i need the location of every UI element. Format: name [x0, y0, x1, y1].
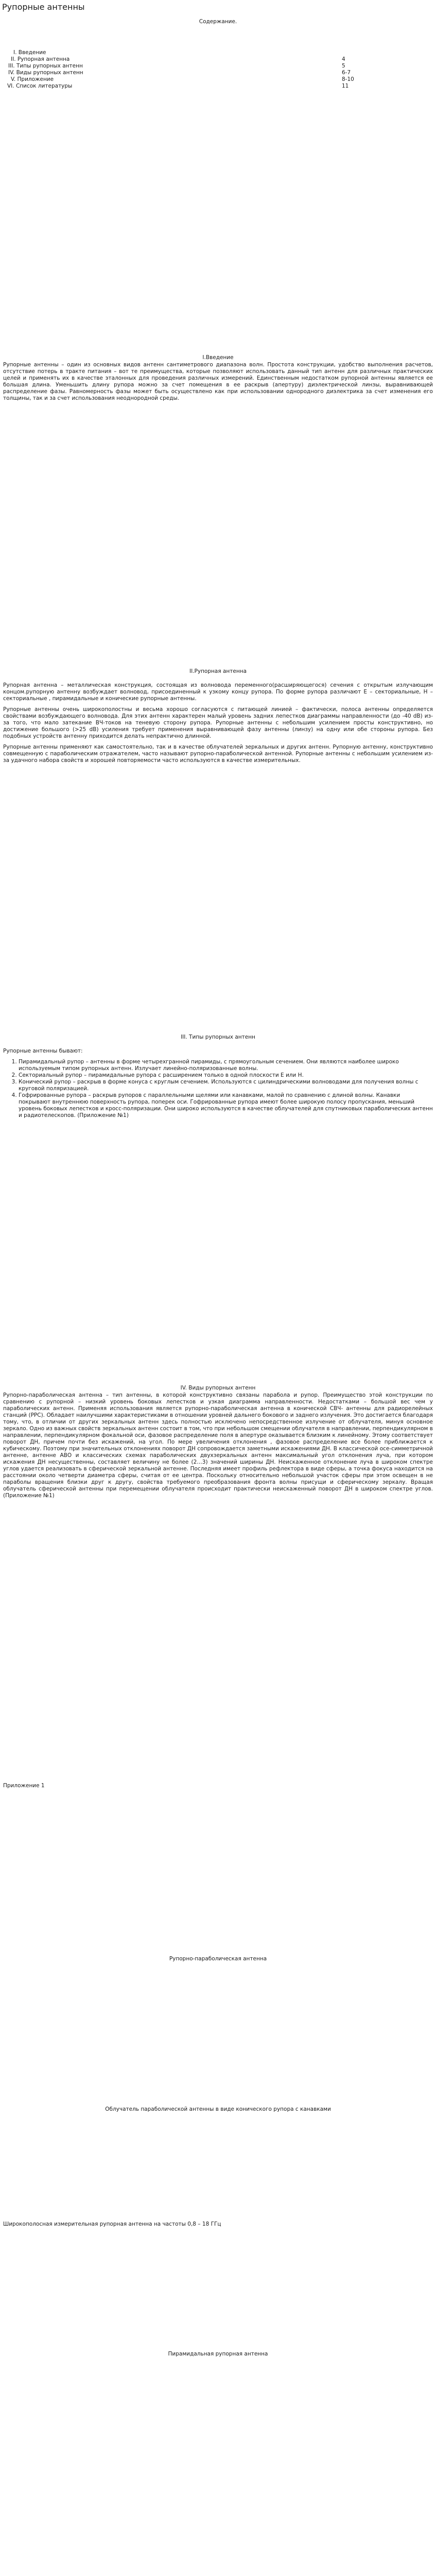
horn-paragraph: Рупорные антенны очень широкополостны и весьма хорошо согласуются с питающей линией – фактически, полоса антенны определяется свойствами возбуждающего волновода. Для этих антенн характерен малый уровень задних лепестков диаграммы направленности (до -40 dB) из-за того, что мало затекание ВЧ-токов на теневую сторону рупора. Рупорные антенны с небольшим усилением просты конструктивно, но достижение большого (>25 dB) усиления требует применения выравнивающей фазу антенны (линзу) на одну или обе стороны рупора. Без подобных устройств антенну приходится делать непрактично длинной. — [3, 706, 433, 739]
list-item: 4. Гофрированные рупора – раскрыв рупоров с параллельными щелями или канавками, малой по сравнению с длиной волны. Канавки покрывают внутреннюю поверхность рупора, поперек оси. Гофрированные рупора имеют более широкую полосу пропускания, меньший уровень боковых лепестков и кросс-поляризации. Они широко используются в качестве облучателей для спутниковых параболических антенн и радиотелескопов. (Приложение №1) — [19, 1092, 433, 1119]
list-item: 3. Конический рупор – раскрыв в форме конуса с круглым сечением. Используются с цилиндрическими волноводами для получения волны с круговой поляризацией. — [19, 1079, 433, 1092]
horn-paragraph: Рупорные антенны применяют как самостоятельно, так и в качестве облучателей зеркальных и других антенн. Рупорную антенну, конструктивно совмещенную с параболическим отражателем, часто называют рупорно-параболической антенной. Рупорные антенны с небольшим усилением из-за удачного набора свойств и хорошей повторяемости часто используются в качестве измерительных. — [3, 744, 433, 764]
intro-section — [3, 362, 433, 402]
appendix-caption: Облучатель параболической антенны в виде конического рупора с канавками — [105, 2106, 331, 2112]
kinds-paragraph: Рупорно-параболическая антенна – тип антенны, в которой конструктивно связаны парабола и рупор. Преимущество этой конструкции по сравнению с рупорной – низкий уровень боковых лепестков и узкая диаграмма направленности. Недостатками – большой вес чем у параболических антенн. Применяя использования является рупорно-параболическая антенна в конической СВЧ- антенны для радиорелейных станций (РРС). Обладает наилучшими характеристиками в отношении уровней дальнего бокового и заднего излучения. Это достигается благодаря тому, что, в отличии от других зеркальных антенн здесь полностью исключено непосредственное излучение от облучателя, минуя основное зеркало. Одно из важных свойств зеркальных антенн состоит в том, что при небольшом смещении облучателя в направлении, перпендикулярном в направлении, перпендикулярном фокальной оси, фазовое распределение поля в апертуре оказывается близким к линейному. Этому соответствует поворот ДН, причем почти без искажений, на угол. По мере увеличения отклонения , фазовое распределение все более приближается к кубическому. Поэтому при значительных отклонениях поворот ДН сопровождается заметными искажениями ДН. В классической осе-симметричной антенне, антенне АВО и классических схемах параболических двухзеркальных антенн максимальный угол отклонения луча, при котором искажения ДН несущественны, составляет величину не более (2…3) значений ширины ДН. Неискаженное отклонение луча в широком спектре углов удается реализовать в сферической зеркальной антенне. Последняя имеет профиль рефлектора в виде сферы, а точка фокуса находится на расстоянии около четверти диаметра сферы, считая от ее центра. Поскольку относительно небольшой участок сферы при этом освещен в не параболы вращения близки друг к другу, свойства требуемого преобразования фронта волны присущи и сферическому зеркалу. Вращая облучатель сферической антенны при перемещении облучателя происходит практически неискаженный поворот ДН в широком спектре углов. (Приложение №1) — [3, 1392, 433, 1499]
table-of-contents — [3, 49, 394, 90]
appendix-caption: Рупорно-параболическая антенна — [169, 1956, 267, 1962]
horn-section — [3, 682, 433, 764]
document-title: Рупорные антенны — [2, 2, 85, 12]
toc-row — [3, 83, 394, 90]
toc-row-page — [342, 49, 393, 56]
appendix-caption: Широкополосная измерительная рупорная антенна на частоты 0,8 – 18 ГГц — [3, 2221, 221, 2227]
toc-heading: Содержание. — [199, 19, 237, 25]
intro-heading: I.Введение — [202, 354, 234, 361]
horn-heading: II.Рупорная антенна — [189, 668, 247, 674]
types-intro: Рупорные антенны бывают: — [3, 1048, 83, 1054]
toc-row — [3, 49, 394, 56]
toc-row-label: V. Приложение — [11, 76, 54, 82]
types-section — [3, 1048, 433, 1119]
toc-row-label: I. Введение — [13, 49, 46, 56]
toc-row-page: 5 — [342, 63, 345, 69]
appendix-heading: Приложение 1 — [3, 1783, 45, 1789]
toc-row — [3, 56, 394, 63]
list-item: 1. Пирамидальный рупор – антенны в форме четырехгранной пирамиды, с прямоугольным сечением. Они являются наиболее широко используемым типом рупорных антенн. Излучает линейно-поляризованные волны. — [19, 1059, 433, 1072]
intro-paragraph: Рупорные антенны – один из основных видов антенн сантиметрового диапазона волн. Простота конструкции, удобство выполнения расчетов, отсутствие потерь в тракте питания – вот те преимущества, которые позволяют использовать данный тип антенн для различных практических целей и применять их в качестве эталонных для проведения различных измерений. Единственным недостатком рупорной антенны является ее большая длина. Уменьшить длину рупора можно за счет помещения в ее раскрыв (апертуру) диэлектрической линзы, выравнивающей распределение фазы. Равномерность фазы может быть осуществлено как при использовании однородного диэлектрика за счет изменения его толщины, так и за счет использования неоднородной среды. — [3, 362, 433, 401]
toc-row-label: III. Типы рупорных антенн — [8, 63, 83, 69]
toc-row-label: VI. Список литературы — [7, 83, 73, 89]
toc-row-page: 4 — [342, 56, 345, 62]
types-heading: III. Типы рупорных антенн — [181, 1034, 255, 1040]
toc-row-page: 11 — [342, 83, 349, 89]
toc-row — [3, 63, 394, 70]
appendix-caption: Пирамидальная рупорная антенна — [168, 2351, 268, 2357]
toc-row-label: IV. Виды рупорных антенн — [8, 70, 83, 76]
toc-row — [3, 70, 394, 76]
kinds-section — [3, 1392, 433, 1499]
types-list — [3, 1059, 433, 1119]
toc-row — [3, 76, 394, 83]
toc-row-label: II. Рупорная антенна — [11, 56, 70, 62]
list-item: 2. Секториальный рупор – пирамидальные рупора с расширением только в одной плоскости Е или Н. — [19, 1072, 433, 1079]
toc-row-page: 6-7 — [342, 70, 351, 76]
toc-row-page: 8-10 — [342, 76, 354, 82]
kinds-heading: IV. Виды рупорных антенн — [180, 1385, 256, 1391]
horn-paragraph: Рупорная антенна – металлическая конструкция, состоящая из волновода переменного(расширяющегося) сечения с открытым излучающим концом.рупорную антенну возбуждает волновод, присоединенный к узкому концу рупора. По форме рупора различают Е – секториальные, Н – секториальные , пирамидальные и конические рупорные антенны. — [3, 682, 433, 702]
